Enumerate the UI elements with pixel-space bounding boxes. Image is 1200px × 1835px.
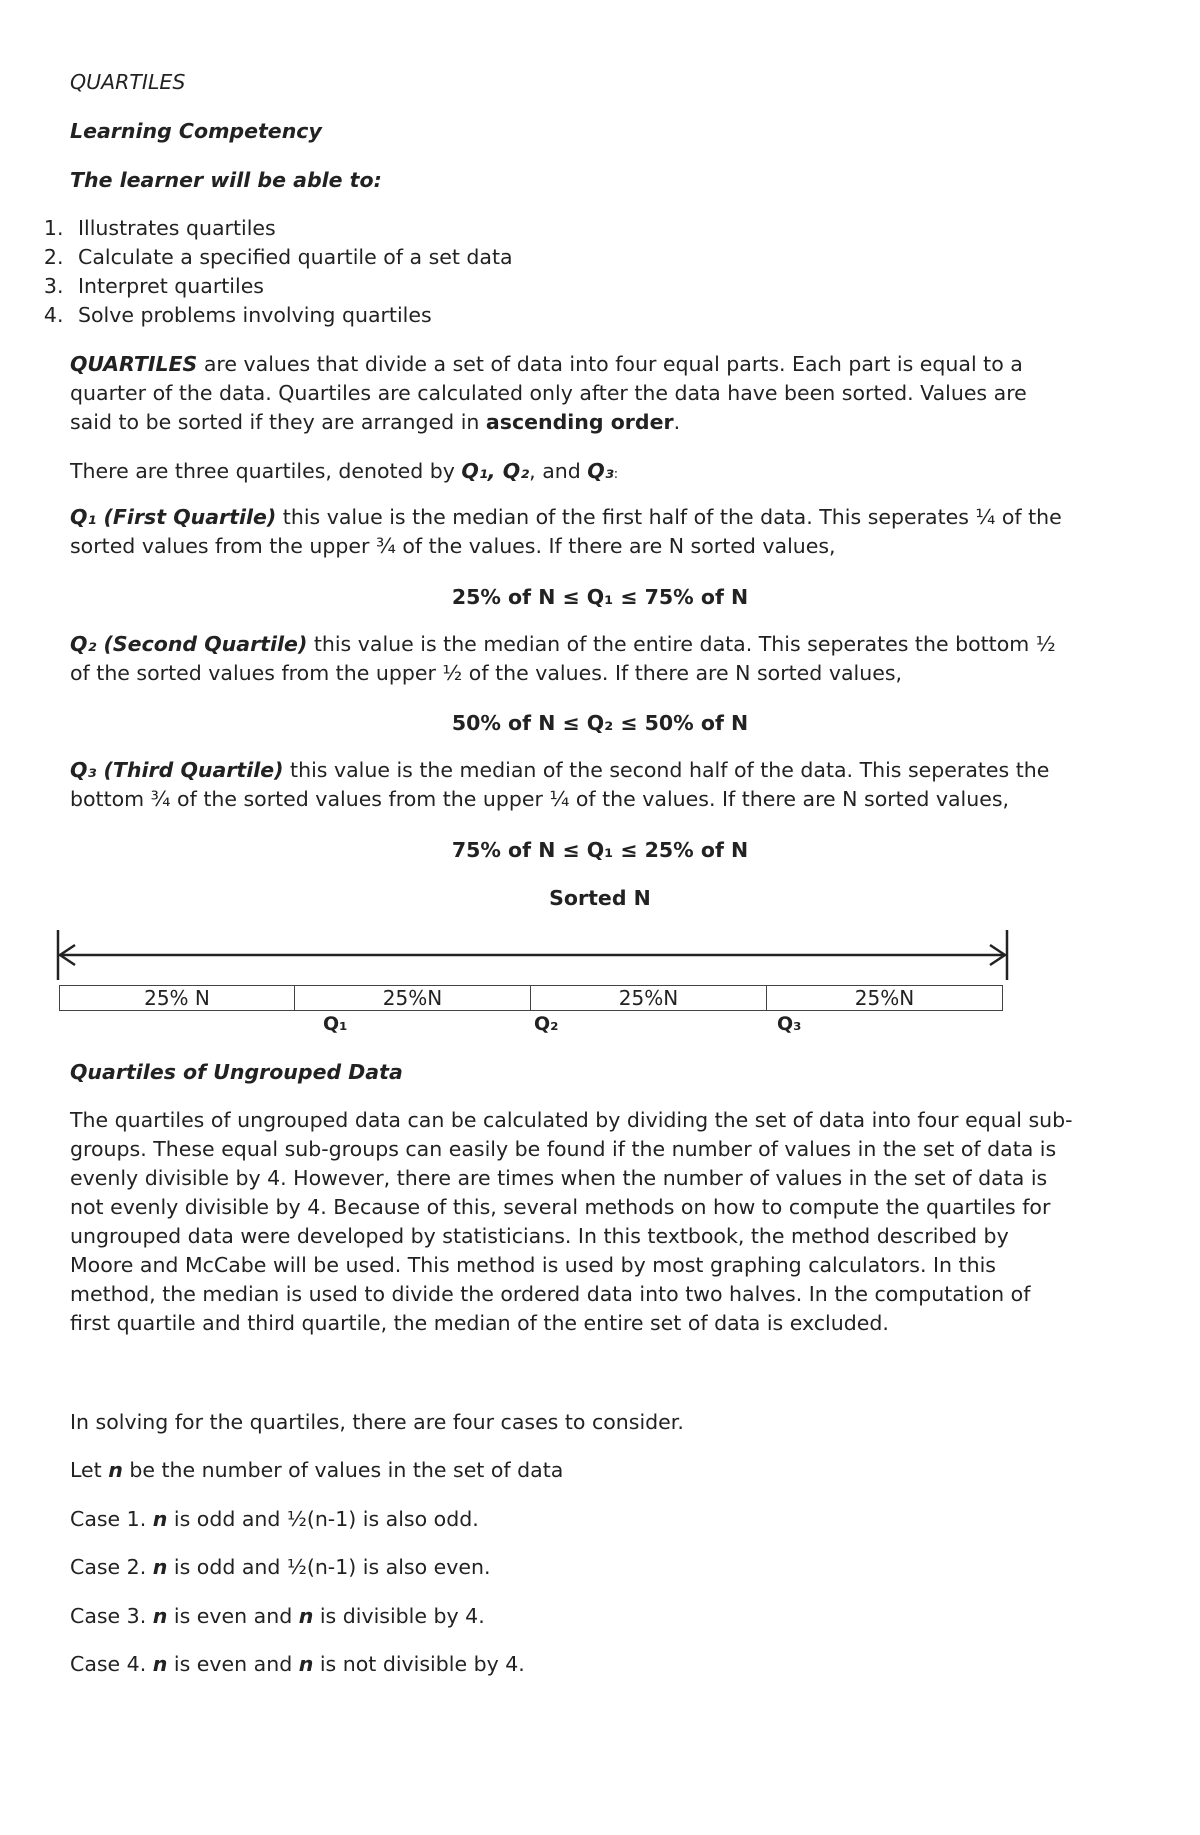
case-text: is not divisible by 4. bbox=[313, 1652, 525, 1676]
double-arrow bbox=[55, 925, 1015, 985]
case-1 bbox=[70, 1505, 479, 1534]
q2-line: this value is the median of the entire data. This seperates the bottom ½ bbox=[307, 632, 1056, 656]
q1-line: sorted values from the upper ¾ of the values. If there are N sorted values, bbox=[70, 534, 836, 558]
q1-label: Q₁ (First Quartile) bbox=[70, 505, 277, 529]
objectives-list bbox=[0, 214, 513, 330]
case-text: is even and bbox=[167, 1604, 299, 1628]
q2-paragraph bbox=[70, 630, 1056, 688]
paragraph-line: evenly divisible by 4. However, there are times when the number of values in the set of data is bbox=[70, 1166, 1048, 1190]
q1-paragraph bbox=[70, 503, 1062, 561]
definition-line: quarter of the data. Quartiles are calculated only after the data have been sorted. Values are bbox=[70, 381, 1027, 405]
n-variable: n bbox=[108, 1458, 123, 1482]
sentence-text: , and bbox=[529, 459, 588, 483]
case-text: Case 3. bbox=[70, 1604, 153, 1628]
list-item: 4. Solve problems involving quartiles bbox=[70, 301, 513, 330]
paragraph-line: first quartile and third quartile, the median of the entire set of data is excluded. bbox=[70, 1311, 889, 1335]
q3-formula: 75% of N ≤ Q₁ ≤ 25% of N bbox=[451, 838, 749, 862]
definition-line: said to be sorted if they are arranged in bbox=[70, 410, 486, 434]
q1-symbol: Q₁, bbox=[461, 459, 496, 483]
n-variable: n bbox=[152, 1507, 168, 1531]
q3-line: this value is the median of the second half of the data. This seperates the bbox=[283, 758, 1050, 782]
n-variable: n bbox=[152, 1555, 168, 1579]
paragraph-line: groups. These equal sub-groups can easily be found if the number of values in the set of data is bbox=[70, 1137, 1057, 1161]
paragraph-line: method, the median is used to divide the ordered data into two halves. In the computation of bbox=[70, 1282, 1031, 1306]
q1-formula: 25% of N ≤ Q₁ ≤ 75% of N bbox=[451, 585, 749, 609]
case-4 bbox=[70, 1650, 525, 1679]
q1-marker: Q₁ bbox=[323, 1013, 348, 1035]
list-item: 2. Calculate a specified quartile of a set data bbox=[70, 243, 513, 272]
case-text: is odd and ½(n-1) is also even. bbox=[167, 1555, 491, 1579]
case-3 bbox=[70, 1602, 485, 1631]
ungrouped-paragraph bbox=[70, 1106, 1073, 1338]
let-n-sentence bbox=[70, 1456, 563, 1485]
three-quartiles-sentence bbox=[70, 457, 618, 489]
paragraph-line: Moore and McCabe will be used. This method is used by most graphing calculators. In this bbox=[70, 1253, 996, 1277]
cases-intro: In solving for the quartiles, there are four cases to consider. bbox=[70, 1410, 684, 1434]
q2-line: of the sorted values from the upper ½ of the values. If there are N sorted values, bbox=[70, 661, 903, 685]
definition-paragraph bbox=[70, 350, 1027, 437]
case-text: is odd and ½(n-1) is also odd. bbox=[167, 1507, 479, 1531]
q1-line: this value is the median of the first half of the data. This seperates ¼ of the bbox=[276, 505, 1062, 529]
sentence-text: There are three quartiles, denoted by bbox=[70, 459, 462, 483]
paragraph-line: The quartiles of ungrouped data can be calculated by dividing the set of data into four equal sub- bbox=[70, 1108, 1073, 1132]
q3-paragraph bbox=[70, 756, 1049, 814]
n-variable: n bbox=[298, 1652, 314, 1676]
n-variable: n bbox=[298, 1604, 314, 1628]
ungrouped-heading: Quartiles of Ungrouped Data bbox=[70, 1060, 403, 1084]
q2-formula: 50% of N ≤ Q₂ ≤ 50% of N bbox=[451, 711, 749, 735]
sentence-text: be the number of values in the set of data bbox=[122, 1458, 564, 1482]
segment-box: 25%N bbox=[294, 985, 531, 1011]
paragraph-line: not evenly divisible by 4. Because of this, several methods on how to compute the quartiles for bbox=[70, 1195, 1051, 1219]
list-item: 3. Interpret quartiles bbox=[70, 272, 513, 301]
page-title: QUARTILES bbox=[70, 70, 186, 94]
segment-box: 25%N bbox=[530, 985, 767, 1011]
learner-able-heading: The learner will be able to: bbox=[70, 168, 382, 192]
case-text: Case 2. bbox=[70, 1555, 153, 1579]
case-text: is divisible by 4. bbox=[313, 1604, 485, 1628]
quartile-diagram bbox=[55, 925, 1015, 1045]
segment-box: 25% N bbox=[59, 985, 295, 1011]
q3-marker: Q₃ bbox=[777, 1013, 802, 1035]
q2-marker: Q₂ bbox=[534, 1013, 559, 1035]
sentence-text: : bbox=[613, 467, 619, 482]
sentence-text: Let bbox=[70, 1458, 109, 1482]
segment-box: 25%N bbox=[766, 985, 1003, 1011]
definition-line: . bbox=[673, 410, 681, 434]
diagram-title: Sorted N bbox=[549, 886, 651, 910]
case-text: Case 1. bbox=[70, 1507, 153, 1531]
q2-label: Q₂ (Second Quartile) bbox=[70, 632, 308, 656]
ascending-order-term: ascending order bbox=[485, 410, 674, 434]
n-variable: n bbox=[152, 1604, 168, 1628]
q3-line: bottom ¾ of the sorted values from the upper ¼ of the values. If there are N sorted values, bbox=[70, 787, 1010, 811]
case-text: Case 4. bbox=[70, 1652, 153, 1676]
definition-term: QUARTILES bbox=[70, 352, 198, 376]
paragraph-line: ungrouped data were developed by statisticians. In this textbook, the method described by bbox=[70, 1224, 1009, 1248]
learning-competency-heading: Learning Competency bbox=[70, 119, 322, 143]
q3-symbol: Q₃ bbox=[587, 459, 614, 483]
case-2 bbox=[70, 1553, 491, 1582]
case-text: is even and bbox=[167, 1652, 299, 1676]
definition-line: are values that divide a set of data into four equal parts. Each part is equal to a bbox=[197, 352, 1023, 376]
n-variable: n bbox=[152, 1652, 168, 1676]
q2-symbol: Q₂ bbox=[495, 459, 530, 483]
q3-label: Q₃ (Third Quartile) bbox=[70, 758, 284, 782]
list-item: 1. Illustrates quartiles bbox=[70, 214, 513, 243]
